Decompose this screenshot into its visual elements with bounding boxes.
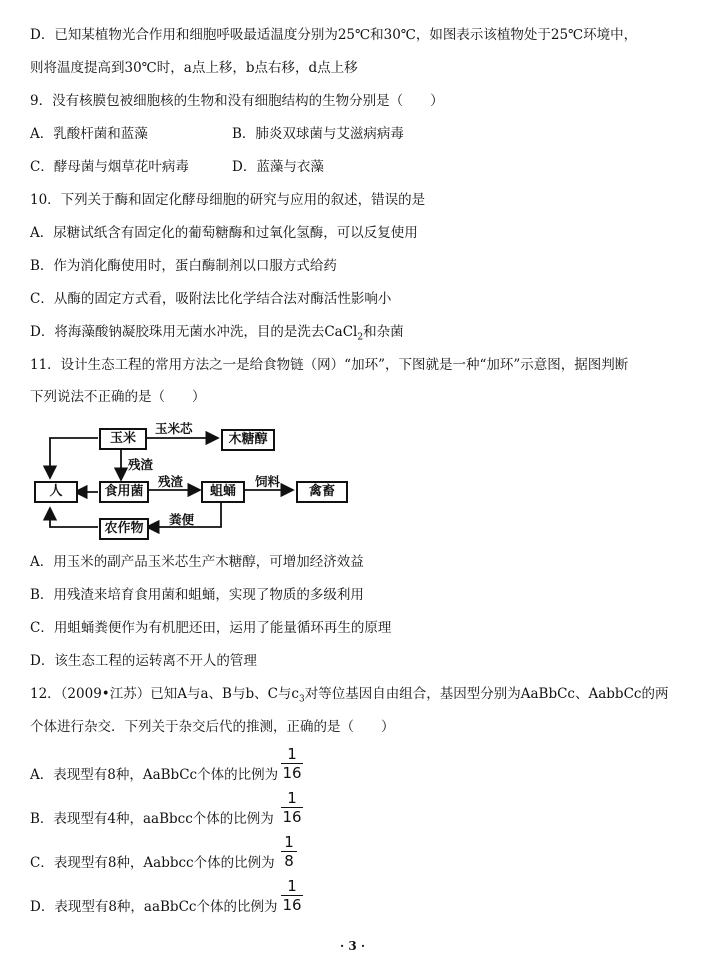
q9-option-d: D．蓝藻与衣藻 [232,159,324,175]
q9-option-a: A．乳酸杆菌和蓝藻 [30,126,148,142]
q11-option-a: A．用玉米的副产品玉米芯生产木糖醇，可增加经济效益 [30,554,364,570]
q11-stem-line1: 11．设计生态工程的常用方法之一是给食物链（网）“加环”，下图就是一种“加环”示意图，据图判断 [30,357,629,373]
q12-option-d-fraction [281,878,303,913]
q12-option-c: C．表现型有8种，Aabbcc个体的比例为 [30,855,275,871]
fraction-numerator: 1 [287,745,297,763]
fraction-numerator: 1 [287,789,297,807]
label-manure: 粪便 [169,512,195,527]
q12-option-b-fraction [281,790,303,825]
q12-stem-line2: 个体进行杂交．下列关于杂交后代的推测，正确的是（ ） [30,719,395,735]
q9-option-c: C．酵母菌与烟草花叶病毒 [30,159,189,175]
node-maggot: 蛆蛹 [201,481,245,503]
fraction-denominator: 16 [282,896,302,915]
q9-option-b: B．肺炎双球菌与艾滋病病毒 [232,126,404,142]
q12-option-a-fraction [281,746,303,781]
q10-option-b: B．作为消化酶使用时，蛋白酶制剂以口服方式给药 [30,258,337,274]
fraction-denominator: 16 [282,808,302,827]
node-human: 人 [34,481,78,503]
q10-stem: 10．下列关于酶和固定化酵母细胞的研究与应用的叙述，错误的是 [30,192,426,208]
q10-option-c: C．从酶的固定方式看，吸附法比化学结合法对酶活性影响小 [30,291,392,307]
q12-option-c-fraction [281,834,297,869]
q12-stem-line1: 12．（2009•江苏）已知A与a、B与b、C与$c_3$对等位基因自由组合，基因型分别为AaBbCc、AabbCc的两 [30,686,669,705]
q12-option-a: A．表现型有8种，AaBbCc个体的比例为 [30,767,279,783]
fraction-numerator: 1 [287,877,297,895]
q8-option-d-line1: D．已知某植物光合作用和细胞呼吸最适温度分别为25℃和30℃，如图表示该植物处于25℃环境中， [30,27,638,43]
q8-option-d-line2: 则将温度提高到30℃时，a点上移，b点右移，d点上移 [30,60,358,76]
fraction-denominator: 16 [282,764,302,783]
fraction-denominator: 8 [284,852,294,871]
q11-option-c: C．用蛆蛹粪便作为有机肥还田，运用了能量循环再生的原理 [30,620,392,636]
q10-option-a: A．尿糖试纸含有固定化的葡萄糖酶和过氧化氢酶，可以反复使用 [30,225,418,241]
q9-stem: 9．没有核膜包被细胞核的生物和没有细胞结构的生物分别是（ ） [30,93,444,109]
page-number: · 3 · [339,939,366,953]
q11-stem-line2: 下列说法不正确的是（ ） [30,389,206,405]
node-corn: 玉米 [99,428,147,450]
arrow-crops-to-human [50,508,98,527]
q11-option-d: D．该生态工程的运转离不开人的管理 [30,653,257,669]
q12-option-d: D．表现型有8种，aaBbCc个体的比例为 [30,899,278,915]
node-livestock: 禽畜 [296,481,348,503]
q12-option-b: B．表现型有4种，aaBbcc个体的比例为 [30,811,274,827]
label-feed: 饲料 [255,474,281,489]
arrow-corn-to-human [50,438,98,478]
label-residue-2: 残渣 [158,474,184,489]
node-mushroom: 食用菌 [99,481,149,503]
label-residue-1: 残渣 [128,457,154,472]
label-corncob: 玉米芯 [155,421,193,436]
node-crops: 农作物 [99,518,149,540]
q11-option-b: B．用残渣来培育食用菌和蛆蛹，实现了物质的多级利用 [30,587,364,603]
q10-option-d: D．将海藻酸钠凝胶珠用无菌水冲洗，目的是洗去CaCl$_2$和杂菌 [30,324,404,343]
node-xylitol: 木糖醇 [221,429,275,451]
fraction-numerator: 1 [284,833,294,851]
